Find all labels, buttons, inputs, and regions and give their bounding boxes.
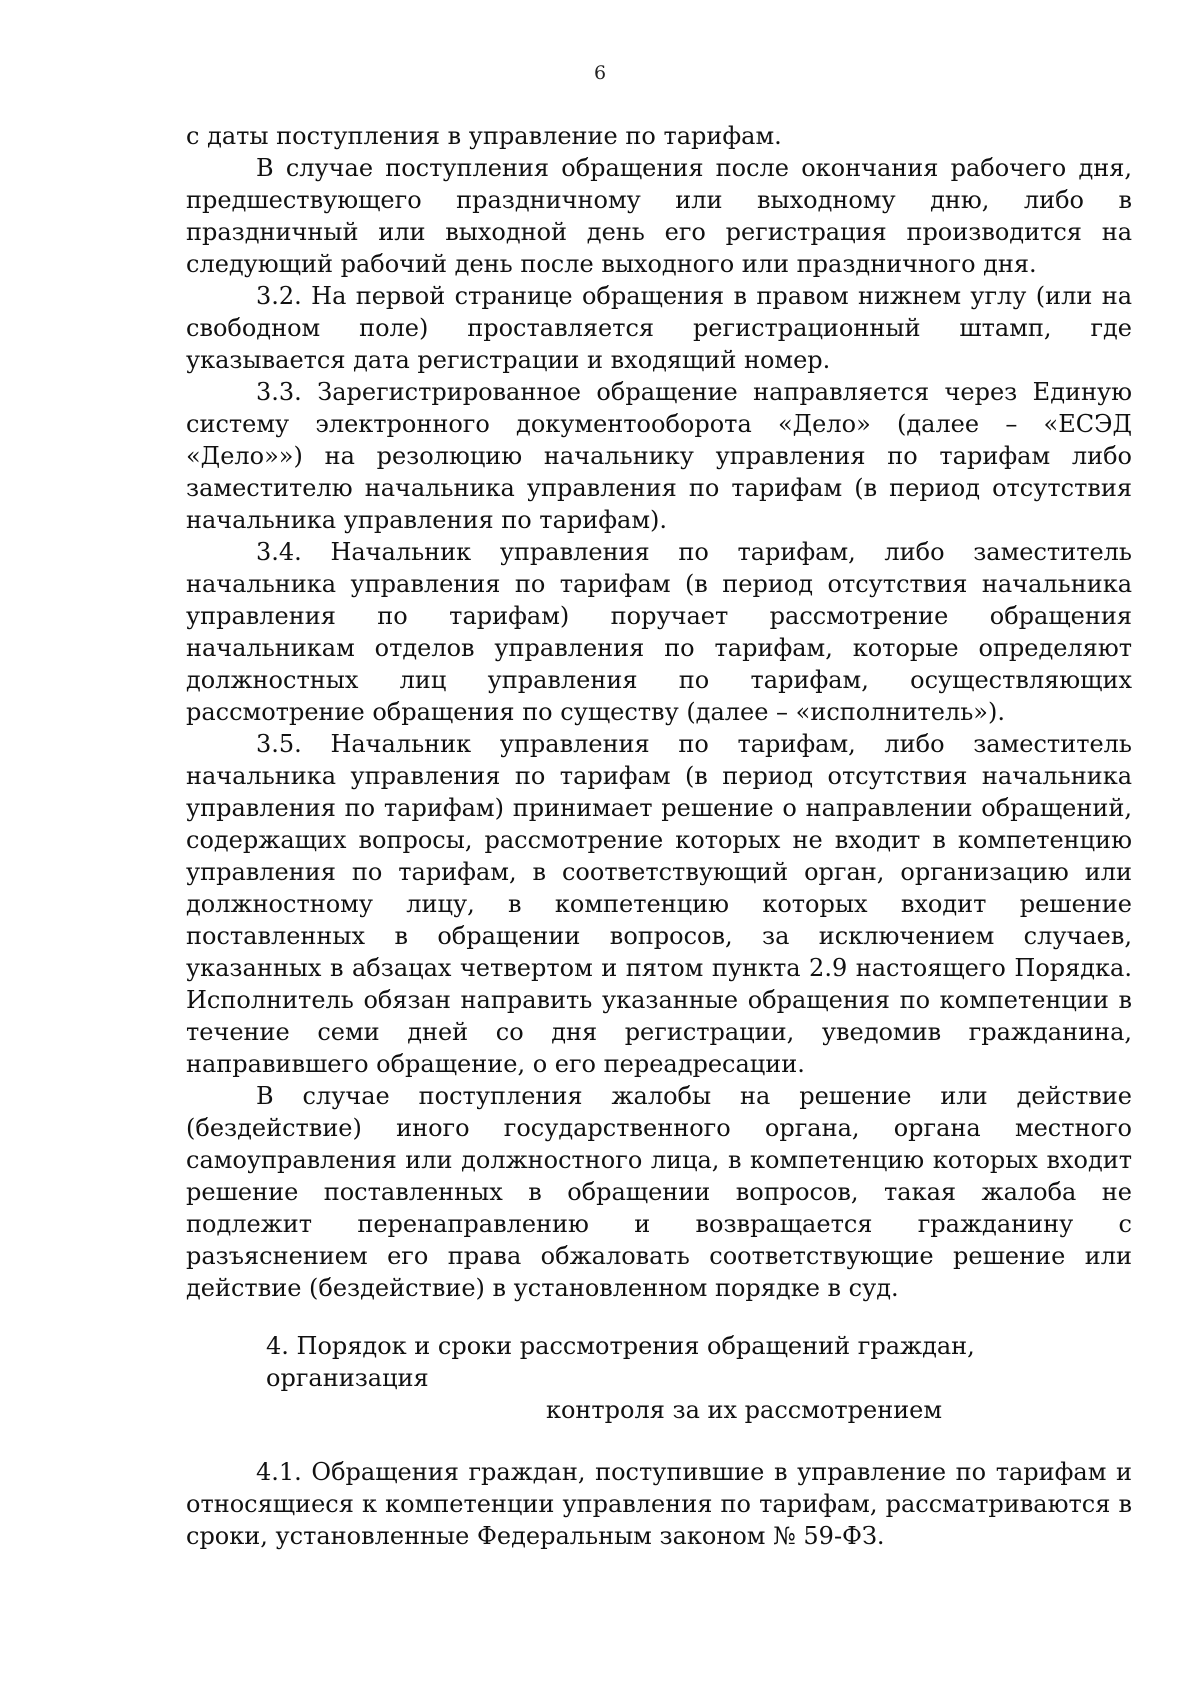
paragraph-4-1: 4.1. Обращения граждан, поступившие в управление по тарифам и относящиеся к компетенции управления по тарифам, рассматриваются в сроки, установленные Федеральным законом № 59-ФЗ. <box>186 1458 1132 1550</box>
paragraph-complaint: В случае поступления жалобы на решение или действие (бездействие) иного государственного органа, органа местного самоуправления или должностного лица, в компетенцию которых входит решение поставленных в обращении вопросов, такая жалоба не подлежит перенаправлению и возвращается гражданину с разъяснением его права обжаловать соответствующие решение или действие (бездействие) в установленном порядке в суд. <box>186 1082 1132 1302</box>
paragraph-3-3: 3.3. Зарегистрированное обращение направляется через Единую систему электронного документооборота «Дело» (далее – «ЕСЭД «Дело»») на резолюцию начальнику управления по тарифам либо заместителю начальника управления по тарифам (в период отсутствия начальника управления по тарифам). <box>186 378 1132 534</box>
paragraph-3-5: 3.5. Начальник управления по тарифам, либо заместитель начальника управления по тарифам (в период отсутствия начальника управления по тарифам) принимает решение о направлении обращений, содержащих вопросы, рассмотрение которых не входит в компетенцию управления по тарифам, в соответствующий орган, организацию или должностному лицу, в компетенцию которых входит решение поставленных в обращении вопросов, за исключением случаев, указанных в абзацах четвертом и пятом пункта 2.9 настоящего Порядка. Исполнитель обязан направить указанные обращения по компетенции в течение семи дней со дня регистрации, уведомив гражданина, направившего обращение, о его переадресации. <box>186 730 1132 1078</box>
paragraph-3-4: 3.4. Начальник управления по тарифам, либо заместитель начальника управления по тарифам (в период отсутствия начальника управления по тарифам) поручает рассмотрение обращения начальникам отделов управления по тарифам, которые определяют должностных лиц управления по тарифам, осуществляющих рассмотрение обращения по существу (далее – «исполнитель»). <box>186 538 1132 726</box>
section-4-heading <box>186 1330 1132 1426</box>
page-number: 6 <box>593 62 607 84</box>
document-body <box>186 120 1132 1552</box>
paragraph-holiday-registration: В случае поступления обращения после окончания рабочего дня, предшествующего праздничному или выходному дню, либо в праздничный или выходной день его регистрация производится на следующий рабочий день после выходного или праздничного дня. <box>186 154 1132 278</box>
section-4-heading-line2: контроля за их рассмотрением <box>545 1396 943 1424</box>
paragraph-3-2: 3.2. На первой странице обращения в правом нижнем углу (или на свободном поле) проставляется регистрационный штамп, где указывается дата регистрации и входящий номер. <box>186 282 1132 374</box>
paragraph-continuation: с даты поступления в управление по тарифам. <box>186 122 782 150</box>
section-4-heading-line1: 4. Порядок и сроки рассмотрения обращений граждан, организация <box>266 1332 975 1392</box>
